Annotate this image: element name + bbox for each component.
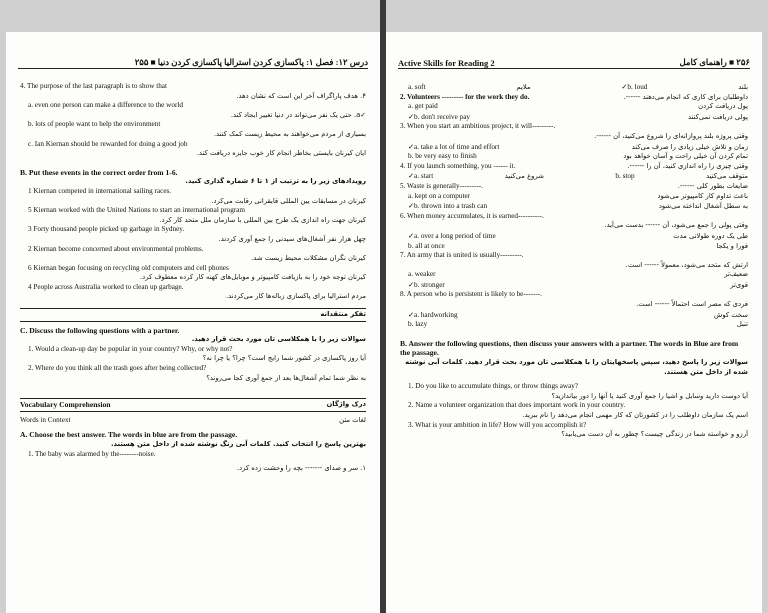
event-item: 2 Kiernan become concerned about environmental problems.	[28, 244, 204, 253]
q4-option-b: b. lots of people want to help the environment	[28, 120, 161, 129]
event-item: 6 Kiernan began focusing on recycling old computers and cell phones	[28, 263, 229, 272]
q4-option-a-fa: ✓a. حتی یک نفر می‌تواند در دنیا تغییر ایجاد کند.	[230, 110, 366, 119]
event-item-fa: کیرنان در مسابقات بین المللی قایقرانی رقابت می‌کرد.	[211, 196, 366, 205]
left-header-title: درس ۱۲: فصل ۱: پاکسازی کردن استرالیا پاکسازی کردن دنیا ■ ۲۵۵	[134, 57, 368, 67]
left-page	[6, 32, 380, 613]
b-question-2-fa: اسم یک سازمان داوطلب را در کشورتان که کار مهمی انجام می‌دهد را نام ببرید.	[522, 411, 748, 419]
event-item-fa: کیرنان نگران مشکلات محیط زیست شد.	[251, 254, 366, 263]
section-a-title: A. Choose the best answer. The words in blue are from the passage.	[20, 430, 238, 440]
q3-stem: 3. When you start an ambitious project, it will---------.	[400, 122, 556, 131]
right-page-content: a. soft ملایم ✓b. loud بلند 2. Volunteers --------- for the work they do. داوطلبان برای کاری که انجام می‌دهند ------. a. get paid پول دریافت کردن ✓b. don't receive pay پولی دریافت نمی‌کنند 3. When you start an ambitious project, it will---------. وقتی پروژه بلند پروازانه‌ای را شروع می‌کنید، آن ------. ✓a. take a lot of time and effort زمان و تلاش خیلی زیادی را صرف می‌کند b. be very easy to finish تمام کردن آن خیلی راحت و آسان خواهد بود 4. If you launch something, you ------ it. وقتی چیزی را راه اندازی کنید، آن را ------. ✓a. start شروع می‌کنید b. stop متوقف می‌کنید 5. Waste is generally---------. ضایعات بطور کلی ------. a. kept on a computer باعث تداوم کار کامپیوتر می‌شود ✓b. thrown into a trash can به سطل آشغال انداخته می‌شود 6. When money accumulates, it is earned----------. وقتی پولی را جمع می‌شود، آن ------ بدست می‌آید. ✓a. over a long period of time طی یک دوره طولانی مدت b. all at once فورا و یکجا 7. An army that is united is usually---------. ارتش که متحد می‌شود، معمولاً ------ است. a. weaker ضعیف‌تر ✓b. stronger قوی‌تر 8. A person who is persistent is likely to be-------. فردی که مصر است احتمالاً ------ است. ✓a. hardworking سخت کوش b. lazy تنبل B. Answer the following questions, then discuss your answers with a partner. The words in Blue are from the passage. سوالات زیر را پاسخ دهید، سپس پاسخهایتان را با همکلاسی تان مورد بحث قرار دهید. کلمات آبی نوشته شده از داخل متن هستند. 1. Do you like to accumulate things, or throw things away? آیا دوست دارید وسایل و اشیا را جمع آوری کنید یا آنها را دور بیاندازید؟ 2. Name a volunteer organization that does important work in your country. اسم یک سازمان داوطلب را در کشورتان که کار مهمی انجام می‌دهد را نام ببرید. 3. What is your ambition in life? How will you accomplish it? آرزو و خواسته شما در زندگی چیست؟ چطور به آن دست می‌یابید؟	[400, 82, 748, 439]
vocab-title-fa: درک واژگان	[326, 400, 366, 409]
event-item: 4 People across Australia worked to clean up garbage.	[28, 282, 184, 291]
right-section-b-title-fa: سوالات زیر را پاسخ دهید، سپس پاسخهایتان را با همکلاسی تان مورد بحث قرار دهید. کلمات آبی نوشته شده از داخل متن هستند.	[405, 358, 748, 376]
event-item: 1 Kiernan competed in international sailing races.	[28, 186, 172, 195]
right-header-book-title: Active Skills for Reading 2	[398, 58, 495, 68]
vocab-bar	[20, 398, 366, 412]
words-in-context-row	[20, 416, 366, 426]
q3-stem-fa: وقتی پروژه بلند پروازانه‌ای را شروع می‌کنید، آن ------.	[594, 131, 748, 140]
q8-stem-fa: فردی که مصر است احتمالاً ------ است.	[636, 300, 748, 309]
q4-option-b-fa: بسیاری از مردم می‌خواهند به محیط زیست کمک کنند.	[213, 129, 366, 138]
q4-option-a: a. even one person can make a difference to the world	[28, 101, 183, 110]
check-icon: ✓	[408, 279, 415, 289]
section-c-title: C. Discuss the following questions with a partner.	[20, 325, 180, 335]
check-icon: ✓	[408, 230, 415, 240]
q4-stem: 4. The purpose of the last paragraph is to show that	[20, 82, 167, 90]
c-question-2-fa: به نظر شما تمام آشغال‌ها بعد از جمع آوری کجا می‌روند؟	[206, 373, 366, 382]
b-question-1: 1. Do you like to accumulate things, or throw things away?	[408, 382, 579, 391]
check-icon: ✓	[408, 111, 415, 121]
q4-stem-fa: ۴. هدف پاراگراف آخر این است که نشان دهد.	[236, 91, 366, 100]
section-a-title-fa: بهترین پاسخ را انتخاب کنید. کلمات آبی رنگ نوشته شده از داخل متن هستند.	[110, 440, 366, 448]
words-in-context-fa: لغات متن	[339, 415, 366, 424]
event-item-fa: کیرنان جهت راه اندازی یک طرح بین المللی با سازمان ملل متحد کار کرد.	[159, 215, 366, 224]
check-icon: ✓	[408, 309, 415, 319]
q5-row: 5. Waste is generally---------. ضایعات بطور کلی ------.	[400, 181, 748, 190]
event-item-fa: چهل هزار نفر آشغال‌های سیدنی را جمع آوری کردند.	[218, 234, 366, 243]
q2-row: 2. Volunteers --------- for the work they do. داوطلبان برای کاری که انجام می‌دهند ------.	[400, 92, 748, 101]
vocab-title: Vocabulary Comprehension	[20, 400, 111, 410]
event-item: 3 Forty thousand people picked up garbage in Sydney.	[28, 225, 185, 234]
q8-stem: 8. A person who is persistent is likely to be-------.	[400, 290, 542, 299]
left-page-header	[18, 52, 368, 69]
check-icon: ✓	[408, 201, 415, 211]
right-page	[386, 32, 762, 613]
vocab-question-1-fa: ۱. سر و صدای ------- بچه را وحشت زده کرد.	[236, 464, 366, 473]
b-question-2: 2. Name a volunteer organization that does important work in your country.	[408, 401, 626, 410]
section-b-title: B. Put these events in the correct order from 1-6.	[20, 167, 178, 177]
critical-thinking-bar	[20, 308, 366, 322]
q6-stem-fa: وقتی پولی را جمع می‌شود، آن ------ بدست می‌آید.	[604, 221, 748, 230]
check-icon: ✓	[408, 171, 415, 181]
q6-stem: 6. When money accumulates, it is earned----------.	[400, 211, 544, 220]
event-item-fa: مردم استرالیا برای پاکسازی زباله‌ها کار می‌کردند.	[226, 292, 366, 301]
section-c-title-fa: سوالات زیر را با همکلاسی تان مورد بحث قرار دهید.	[191, 335, 366, 344]
b-question-1-fa: آیا دوست دارید وسایل و اشیا را جمع آوری کنید یا آنها را دور بیاندازید؟	[551, 391, 748, 400]
right-header-page: ۲۵۶ ■ راهنمای کامل	[679, 57, 750, 67]
critical-thinking-title: تفکر منتقدانه	[320, 310, 366, 319]
b-question-3-fa: آرزو و خواسته شما در زندگی چیست؟ چطور به آن دست می‌یابید؟	[561, 430, 748, 439]
check-icon: ✓	[621, 82, 628, 91]
right-page-header	[398, 52, 750, 69]
q7-stem-fa: ارتش که متحد می‌شود، معمولاً ------ است.	[625, 260, 748, 269]
section-b-title-fa: رویدادهای زیر را به ترتیب از ۱ تا ۶ شماره گذاری کنید.	[185, 177, 366, 186]
check-icon: ✓	[408, 141, 415, 151]
right-section-b-title: B. Answer the following questions, then discuss your answers with a partner. The words in Blue are from the passage.	[400, 338, 739, 358]
event-item: 5 Kiernan worked with the United Nations to start an international program	[28, 206, 245, 215]
q4-option-c-fa: ایان کیرنان بایستی بخاطر انجام کار خوب جایزه دریافت کند.	[196, 149, 366, 158]
left-page-content	[20, 82, 366, 474]
b-question-3: 3. What is your ambition in life? How will you accomplish it?	[408, 420, 587, 429]
vocab-question-1: 1. The baby was alarmed by the--------noise.	[28, 449, 156, 458]
event-item-fa: کیرنان توجه خود را به بازیافت کامپیوتر و موبایل‌های کهنه کار کرده معطوف کرد.	[140, 273, 366, 282]
q4-option-c: c. Ian Kiernan should be rewarded for doing a good job	[28, 139, 188, 148]
check-icon: ✓a.	[351, 110, 366, 119]
q1-options-row: a. soft ملایم ✓b. loud بلند	[408, 82, 748, 91]
c-question-1: 1. Would a clean-up day be popular in your country? Why, or why not?	[28, 344, 233, 353]
q7-stem: 7. An army that is united is usually---------.	[400, 251, 524, 260]
c-question-2: 2. Where do you think all the trash goes after being collected?	[28, 364, 207, 373]
q4-row: 4. If you launch something, you ------ it. وقتی چیزی را راه اندازی کنید، آن را ------.	[400, 161, 748, 170]
events-list	[20, 187, 366, 302]
c-question-1-fa: آیا روز پاکسازی در کشور شما رایج است؟ چرا؟ یا چرا نه؟	[202, 354, 366, 363]
words-in-context: Words in Context	[20, 415, 71, 424]
